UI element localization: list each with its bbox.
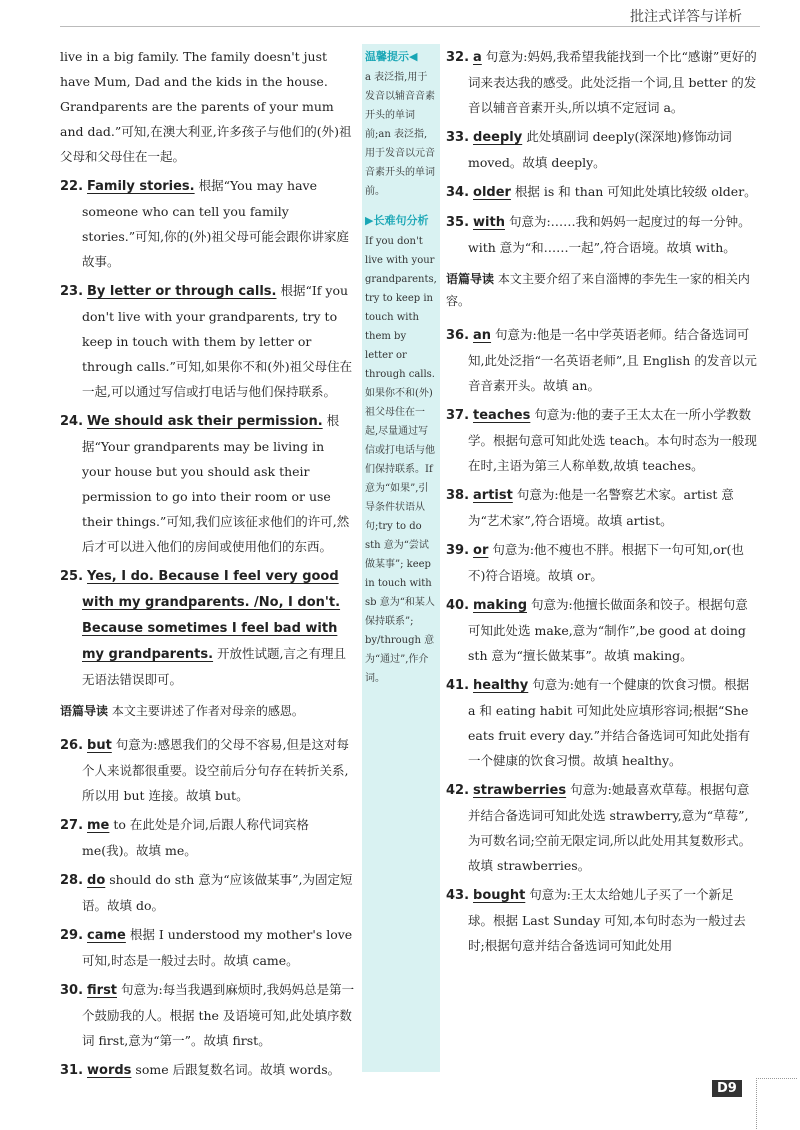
corner-decoration xyxy=(756,1078,797,1129)
annotation-sidebar xyxy=(362,44,440,1072)
item-explanation: 句意为:王太太给她儿子买了一个新足球。根据 Last Sunday 可知,本句时态为一般过去时;根据句意并结合备选词可知此处用 xyxy=(468,887,746,953)
answer-item xyxy=(446,402,758,478)
item-explanation: 根据 is 和 than 可知此处填比较级 older。 xyxy=(514,184,757,199)
tip-heading: 温馨提示◀ xyxy=(365,50,418,63)
right-answer-list-2 xyxy=(446,322,758,958)
answer-item xyxy=(446,322,758,398)
answer-item xyxy=(446,672,758,773)
item-explanation: 句意为:他的妻子王太太在一所小学教数学。根据句意可知此处选 teach。本句时态为一般现在时,主语为第三人称单数,故填 teaches。 xyxy=(468,407,757,473)
item-answer: words xyxy=(87,1063,132,1078)
item-answer: or xyxy=(473,543,489,558)
item-answer: We should ask their permission. xyxy=(87,414,323,429)
passage-guide-label: 语篇导读 xyxy=(446,272,495,286)
answer-item xyxy=(446,44,758,120)
item-explanation: 句意为:他是一名警察艺术家。artist 意为“艺术家”,符合语境。故填 artist。 xyxy=(468,487,734,528)
item-answer: making xyxy=(473,598,527,613)
passage-guide-text: 本文主要讲述了作者对母亲的感恩。 xyxy=(111,704,304,718)
right-column xyxy=(446,44,758,962)
answer-item xyxy=(446,537,758,588)
answer-item xyxy=(446,592,758,668)
answer-item xyxy=(446,482,758,533)
item-number: 32. xyxy=(446,50,470,65)
item-number: 38. xyxy=(446,488,470,503)
item-answer: deeply xyxy=(473,130,523,145)
page-header-title: 批注式详答与详析 xyxy=(630,9,742,25)
item-explanation: 句意为:他是一名中学英语老师。结合备选词可知,此处泛指“一名英语老师”,且 English 的发音以元音音素开头。故填 an。 xyxy=(468,327,757,393)
item-number: 24. xyxy=(60,414,84,429)
item-number: 25. xyxy=(60,569,84,584)
item-answer: but xyxy=(87,738,112,753)
passage-guide-label: 语篇导读 xyxy=(60,704,109,718)
item-number: 41. xyxy=(446,678,470,693)
item-explanation: 句意为:……我和妈妈一起度过的每一分钟。with 意为“和……一起”,符合语境。故填 with。 xyxy=(468,214,751,255)
item-number: 31. xyxy=(60,1063,84,1078)
item-answer: bought xyxy=(473,888,526,903)
answer-item xyxy=(446,882,758,958)
item-number: 42. xyxy=(446,783,470,798)
answer-item xyxy=(60,922,355,973)
item-number: 35. xyxy=(446,215,470,230)
item-answer: healthy xyxy=(473,678,529,693)
analysis-heading: ▶长难句分析 xyxy=(365,214,429,227)
left-answer-list-2 xyxy=(60,732,355,1083)
tip-text: a 表泛指,用于发音以辅音音素开头的单词前;an 表泛指,用于发音以元音音素开头的单词前。 xyxy=(365,72,435,197)
item-explanation: 根据“If you don't live with your grandparents, try to keep in touch with them by letter or through calls.”可知,如果你不和(外)祖父母住在一起,可以通过写信或打电话与他们保持联系。 xyxy=(82,283,353,399)
answer-item xyxy=(446,209,758,260)
item-answer: with xyxy=(473,215,505,230)
item-explanation: some 后跟复数名词。故填 words。 xyxy=(135,1062,341,1077)
item-answer: strawberries xyxy=(473,783,567,798)
item-explanation: 句意为:她有一个健康的饮食习惯。根据 a 和 eating habit 可知此处应填形容词;根据“She eats fruit every day.”并结合备选词可知此处指有一个健康的饮食习惯。故填 healthy。 xyxy=(468,677,750,768)
item-explanation: 根据“Your grandparents may be living in your house but you should ask their permission to go into their room or use their things.”可知,我们应该征求他们的许可,然后才可以进入他们的房间或使用他们的东西。 xyxy=(82,413,350,554)
answer-item xyxy=(60,867,355,918)
item-explanation: 句意为:每当我遇到麻烦时,我妈妈总是第一个鼓励我的人。根据 the 及语境可知,此处填序数词 first,意为“第一”。故填 first。 xyxy=(82,982,355,1048)
item-number: 30. xyxy=(60,983,84,998)
answer-item xyxy=(446,777,758,878)
item-explanation: 开放性试题,言之有理且无语法错误即可。 xyxy=(82,646,347,687)
item-answer: an xyxy=(473,328,492,343)
item-explanation: 此处填副词 deeply(深深地)修饰动词 moved。故填 deeply。 xyxy=(468,129,732,170)
item-number: 36. xyxy=(446,328,470,343)
item-answer: teaches xyxy=(473,408,531,423)
item-number: 39. xyxy=(446,543,470,558)
item-explanation: 句意为:她最喜欢草莓。根据句意并结合备选词可知此处选 strawberry,意为“草莓”,为可数名词;空前无限定词,所以此处用其复数形式。故填 strawberries。 xyxy=(468,782,752,873)
item-explanation: 根据“You may have someone who can tell you family stories.”可知,你的(外)祖父母可能会跟你讲家庭故事。 xyxy=(82,178,349,269)
item-number: 23. xyxy=(60,284,84,299)
item-number: 28. xyxy=(60,873,84,888)
item-number: 34. xyxy=(446,185,470,200)
answer-item xyxy=(446,124,758,175)
item-explanation: 句意为:他不瘦也不胖。根据下一句可知,or(也不)符合语境。故填 or。 xyxy=(468,542,744,583)
item-explanation: 句意为:他擅长做面条和饺子。根据句意可知此处选 make,意为“制作”,be good at doing sth 意为“擅长做某事”。故填 making。 xyxy=(468,597,748,663)
item-answer: a xyxy=(473,50,482,65)
item-explanation: 句意为:感恩我们的父母不容易,但是这对每个人来说都很重要。设空前后分句存在转折关系,所以用 but 连接。故填 but。 xyxy=(82,737,349,803)
passage-guide xyxy=(60,700,355,722)
answer-item xyxy=(60,732,355,808)
item-explanation: 根据 I understood my mother's love 可知,时态是一般过去时。故填 came。 xyxy=(82,927,353,968)
left-column xyxy=(60,44,355,1087)
answer-item xyxy=(446,179,758,205)
answer-item xyxy=(60,563,355,692)
item-answer: By letter or through calls. xyxy=(87,284,277,299)
item-answer: me xyxy=(87,818,110,833)
right-answer-list xyxy=(446,44,758,260)
item-answer: artist xyxy=(473,488,513,503)
intro-continuation: live in a big family. The family doesn't just have Mum, Dad and the kids in the house. Grandparents are the parents of your mum and dad.”可知,在澳大利亚,许多孩子与他们的(外)祖父母和父母住在一起。 xyxy=(60,49,352,164)
item-explanation: should do sth 意为“应该做某事”,为固定短语。故填 do。 xyxy=(82,872,353,913)
item-number: 37. xyxy=(446,408,470,423)
item-answer: Yes, I do. Because I feel very good with my grandparents. /No, I don't. Because sometimes I feel bad with my grandparents. xyxy=(82,569,341,662)
answer-item xyxy=(60,278,355,404)
item-number: 43. xyxy=(446,888,470,903)
item-number: 29. xyxy=(60,928,84,943)
page-number: D9 xyxy=(712,1080,742,1097)
passage-guide-text: 本文主要介绍了来自淄博的李先生一家的相关内容。 xyxy=(446,272,750,308)
header-divider xyxy=(60,26,760,27)
answer-item xyxy=(60,977,355,1053)
item-answer: older xyxy=(473,185,511,200)
answer-item xyxy=(60,408,355,559)
item-answer: do xyxy=(87,873,106,888)
passage-guide-right xyxy=(446,268,758,312)
item-number: 33. xyxy=(446,130,470,145)
answer-item xyxy=(60,173,355,274)
answer-item xyxy=(60,1057,355,1083)
item-number: 26. xyxy=(60,738,84,753)
item-explanation: 句意为:妈妈,我希望我能找到一个比“感谢”更好的词来表达我的感受。此处泛指一个词,且 better 的发音以辅音音素开头,所以填不定冠词 a。 xyxy=(468,49,757,115)
item-number: 40. xyxy=(446,598,470,613)
item-number: 27. xyxy=(60,818,84,833)
left-answer-list xyxy=(60,173,355,692)
item-answer: first xyxy=(87,983,118,998)
item-number: 22. xyxy=(60,179,84,194)
item-answer: Family stories. xyxy=(87,179,195,194)
item-answer: came xyxy=(87,928,126,943)
item-explanation: to 在此处是介词,后跟人称代词宾格 me(我)。故填 me。 xyxy=(82,817,309,858)
answer-item xyxy=(60,812,355,863)
analysis-text: If you don't live with your grandparents, try to keep in touch with them by letter or through calls. 如果你不和(外)祖父母住在一起,尽量通过写信或打电话与他们保持联系。If 意为“如果”,引导条件状语从句;try to do sth 意为“尝试做某事”; keep in touch with sb 意为“和某人保持联系”; by/through 意为“通过”,作介词。 xyxy=(365,236,437,684)
